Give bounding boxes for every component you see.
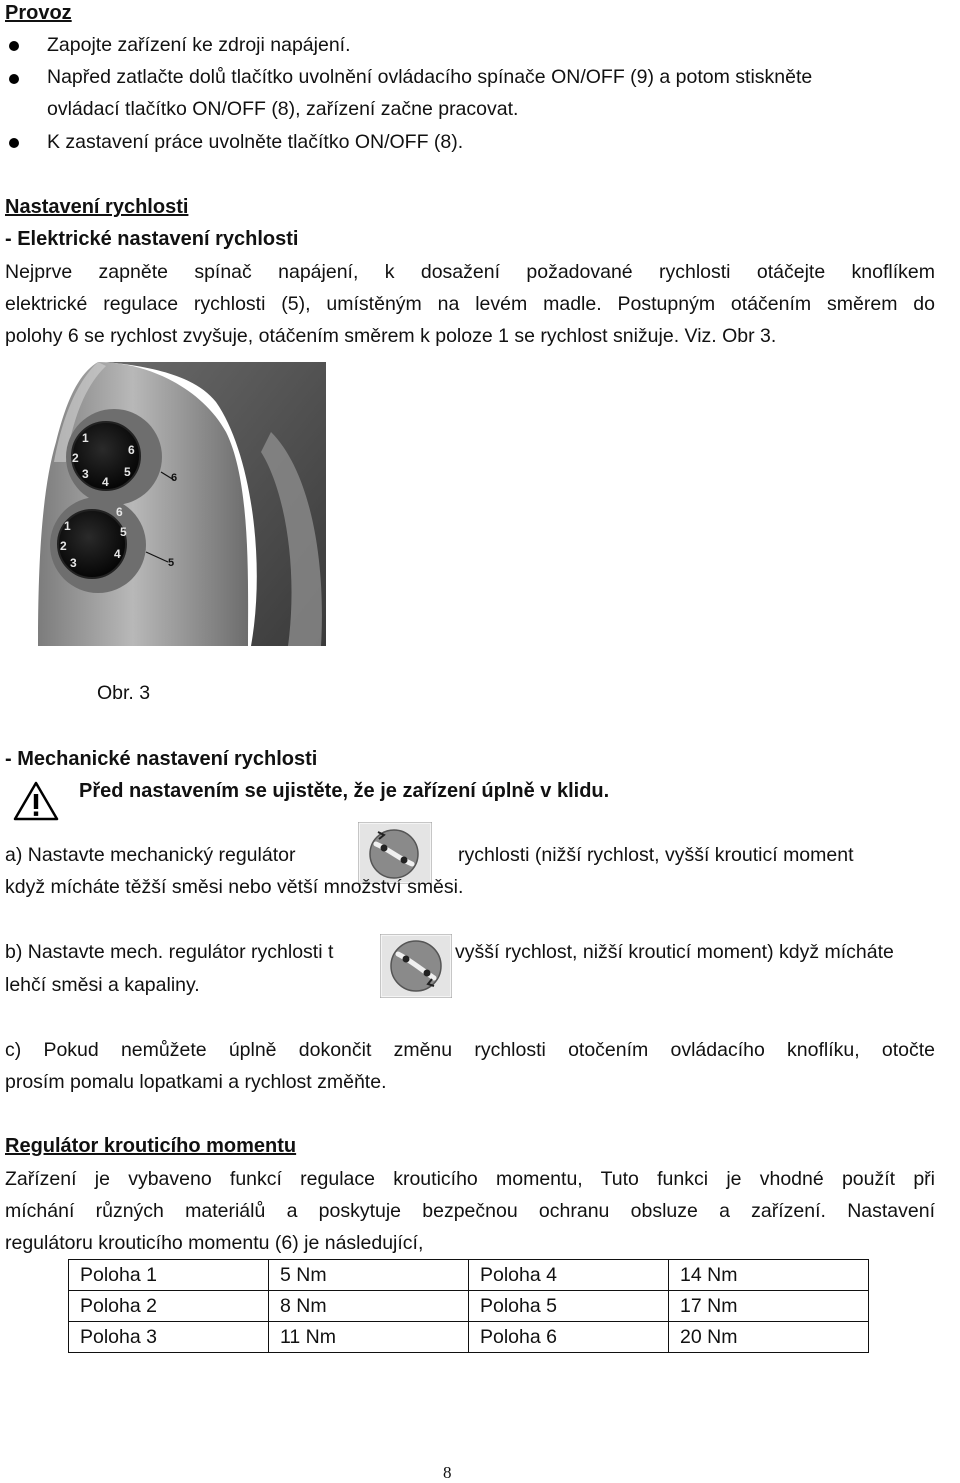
table-cell: 17 Nm bbox=[669, 1291, 869, 1322]
instruction-c: c) Pokud nemůžete úplně dokončit změnu rychlosti otočením ovládacího knoflíku, otočte bbox=[5, 1039, 935, 1061]
svg-text:3: 3 bbox=[70, 556, 77, 570]
bullet-text-continued: ovládací tlačítko ON/OFF (8), zařízení začne pracovat. bbox=[47, 98, 519, 120]
table-row bbox=[69, 1260, 869, 1291]
paragraph-line: regulátoru krouticího momentu (6) je následující, bbox=[5, 1232, 424, 1254]
instruction-b-line2: lehčí směsi a kapaliny. bbox=[5, 974, 200, 996]
table-cell: 14 Nm bbox=[669, 1260, 869, 1291]
table-cell: 8 Nm bbox=[269, 1291, 469, 1322]
svg-text:2: 2 bbox=[60, 539, 67, 553]
bullet-icon bbox=[9, 41, 19, 51]
svg-text:6: 6 bbox=[116, 505, 123, 519]
paragraph-line: Zařízení je vybaveno funkcí regulace krouticího momentu, Tuto funkci je vhodné použít při bbox=[5, 1168, 935, 1190]
table-cell: Poloha 5 bbox=[469, 1291, 669, 1322]
paragraph-line: míchání různých materiálů a poskytuje bezpečnou ochranu obsluze a zařízení. Nastavení bbox=[5, 1200, 935, 1222]
handle-dial-photo bbox=[36, 362, 326, 646]
bullet-icon bbox=[9, 138, 19, 148]
section-heading-speed: Nastavení rychlosti bbox=[5, 196, 189, 218]
instruction-b-continued: vyšší rychlost, nižší krouticí moment) když mícháte bbox=[455, 941, 894, 963]
bullet-text: K zastavení práce uvolněte tlačítko ON/OFF (8). bbox=[47, 131, 464, 153]
table-cell: Poloha 4 bbox=[469, 1260, 669, 1291]
table-cell: 20 Nm bbox=[669, 1322, 869, 1353]
table-row bbox=[69, 1322, 869, 1353]
svg-text:4: 4 bbox=[102, 475, 109, 489]
instruction-a-continued: rychlosti (nižší rychlost, vyšší krouticí moment bbox=[458, 844, 854, 866]
instruction-a: a) Nastavte mechanický regulátor bbox=[5, 844, 296, 866]
table-cell: Poloha 6 bbox=[469, 1322, 669, 1353]
svg-text:2: 2 bbox=[72, 451, 79, 465]
instruction-a-line2: když mícháte těžší směsi nebo větší množství směsi. bbox=[5, 876, 464, 898]
section-heading-provoz: Provoz bbox=[5, 2, 72, 24]
torque-table bbox=[68, 1259, 869, 1353]
instruction-b: b) Nastavte mech. regulátor rychlosti t bbox=[5, 941, 334, 963]
mechanical-regulator-high-icon bbox=[380, 934, 452, 998]
callout-label-6: 6 bbox=[171, 472, 178, 484]
paragraph-line: elektrické regulace rychlosti (5), umístěným na levém madle. Postupným otáčením směrem do bbox=[5, 293, 935, 315]
paragraph-line: polohy 6 se rychlost zvyšuje, otáčením směrem k poloze 1 se rychlost snižuje. Viz. Obr 3. bbox=[5, 325, 777, 347]
svg-text:4: 4 bbox=[114, 547, 121, 561]
warning-triangle-icon bbox=[12, 780, 60, 822]
svg-text:5: 5 bbox=[120, 525, 127, 539]
table-cell: Poloha 2 bbox=[69, 1291, 269, 1322]
section-heading-torque: Regulátor krouticího momentu bbox=[5, 1135, 297, 1157]
svg-text:3: 3 bbox=[82, 467, 89, 481]
table-cell: Poloha 1 bbox=[69, 1260, 269, 1291]
svg-text:5: 5 bbox=[124, 465, 131, 479]
svg-text:1: 1 bbox=[64, 519, 71, 533]
subheading-mechanical: - Mechanické nastavení rychlosti bbox=[5, 748, 318, 770]
subheading-electric: - Elektrické nastavení rychlosti bbox=[5, 228, 299, 250]
page-number: 8 bbox=[443, 1463, 452, 1482]
bullet-text: Napřed zatlačte dolů tlačítko uvolnění ovládacího spínače ON/OFF (9) a potom stiskněte bbox=[47, 66, 813, 88]
table-cell: 5 Nm bbox=[269, 1260, 469, 1291]
instruction-c-line2: prosím pomalu lopatkami a rychlost změňte. bbox=[5, 1071, 387, 1093]
bullet-icon bbox=[9, 74, 19, 84]
paragraph-line: Nejprve zapněte spínač napájení, k dosažení požadované rychlosti otáčejte knoflíkem bbox=[5, 261, 935, 283]
figure-caption: Obr. 3 bbox=[97, 682, 151, 704]
table-cell: Poloha 3 bbox=[69, 1322, 269, 1353]
callout-label-5: 5 bbox=[168, 557, 175, 569]
mechanical-regulator-low-icon bbox=[358, 822, 432, 884]
table-cell: 11 Nm bbox=[269, 1322, 469, 1353]
warning-text: Před nastavením se ujistěte, že je zařízení úplně v klidu. bbox=[79, 780, 610, 802]
svg-text:1: 1 bbox=[82, 431, 89, 445]
bullet-text: Zapojte zařízení ke zdroji napájení. bbox=[47, 34, 351, 56]
table-row bbox=[69, 1291, 869, 1322]
svg-text:6: 6 bbox=[128, 443, 135, 457]
